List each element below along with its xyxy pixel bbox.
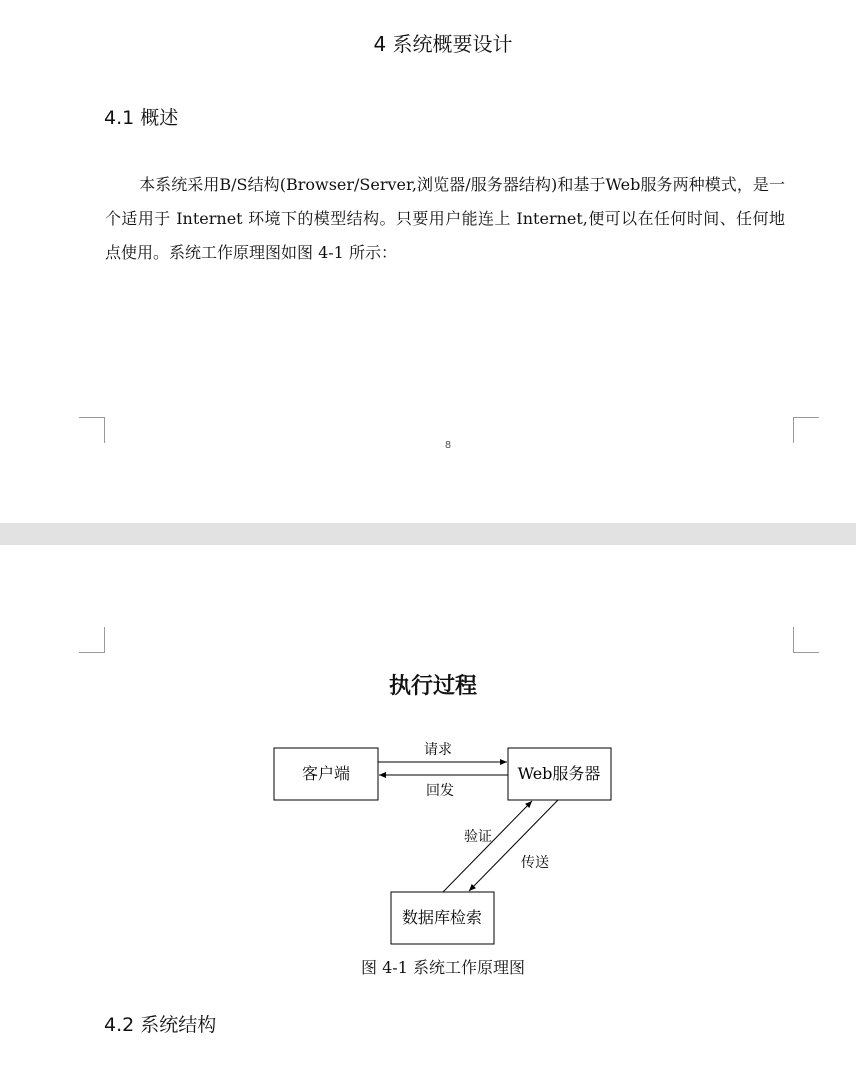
chapter-title: 4 系统概要设计 <box>373 32 513 56</box>
figure-caption: 图 4-1 系统工作原理图 <box>361 958 525 977</box>
section-heading-structure: 4.2 系统结构 <box>104 1014 217 1036</box>
section-heading-overview: 4.1 概述 <box>104 107 179 129</box>
document-page-1 <box>0 0 856 523</box>
page-number: 8 <box>444 440 452 451</box>
transfer-arrow <box>469 800 558 891</box>
document-page-2 <box>0 545 856 1065</box>
verify-arrow <box>443 801 532 892</box>
client-label: 客户端 <box>301 764 351 783</box>
body-paragraph <box>105 168 785 270</box>
transfer-label: 传送 <box>521 855 549 871</box>
database-label: 数据库检索 <box>401 908 483 927</box>
request-label: 请求 <box>424 742 452 758</box>
web-server-label: Web服务器 <box>517 764 601 783</box>
reply-label: 回发 <box>426 783 454 799</box>
corner-mark-top-right <box>793 627 819 653</box>
system-principle-diagram <box>260 740 630 955</box>
paragraph-text: 本系统采用B/S结构(Browser/Server,浏览器/服务器结构)和基于Web服务两种模式，是一个适用于 Internet 环境下的模型结构。只要用户能连上 Internet,便可以在任何时间、任何地点使用。系统工作原理图如图 4-1 所示： <box>105 175 785 262</box>
page-gap <box>0 523 856 545</box>
verify-label: 验证 <box>464 829 492 845</box>
corner-mark-top-left <box>79 627 105 653</box>
diagram-title: 执行过程 <box>388 673 477 699</box>
